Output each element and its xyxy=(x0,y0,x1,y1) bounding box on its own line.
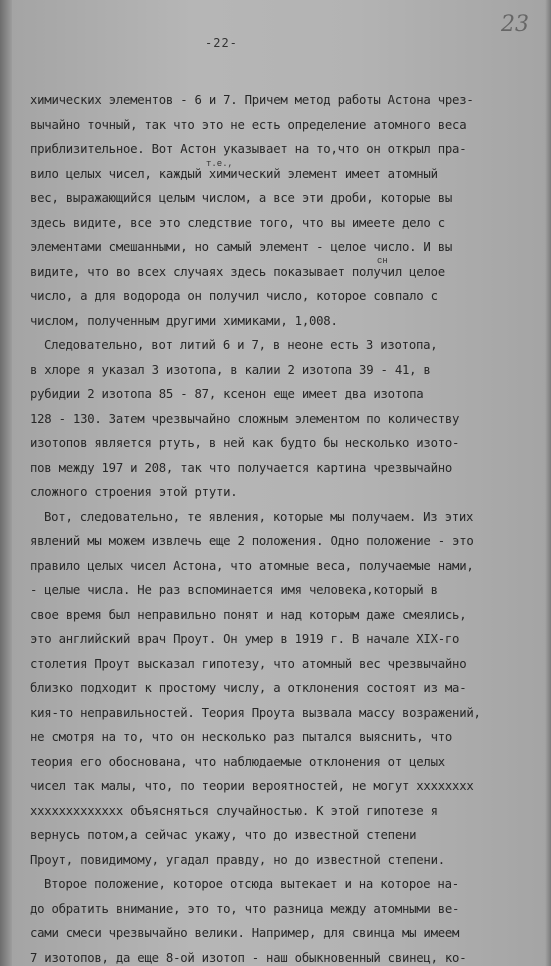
text-line: сложного строения этой ртути. xyxy=(30,485,238,499)
text-line: 128 - 130. Затем чрезвычайно сложным элементом по количеству xyxy=(30,411,460,426)
handwritten-folio-number: 23 xyxy=(501,12,529,37)
text-line: элементами смешанными, но самый элемент - целое число. И вы xyxy=(30,240,453,254)
text-line: правило целых чисел Астона, что атомные веса, получаемые нами, xyxy=(30,558,474,573)
interlinear-correction: сн xyxy=(377,256,388,266)
text-line: Проут, повидимому, угадал правду, но до известной степени. xyxy=(30,852,445,867)
text-line: не смотря на то, что он несколько раз пытался выяснить, что xyxy=(30,730,453,744)
text-line: числом, полученным другими химиками, 1,008. xyxy=(30,313,338,328)
text-line: это английский врач Проут. Он умер в 1919 г. В начале XIX-го xyxy=(30,632,460,646)
text-line: 7 изотопов, да еще 8-ой изотоп - наш обыкновенный свинец, ко- xyxy=(30,950,467,965)
text-line: чисел так малы, что, по теории вероятностей, не могут хххххххх xyxy=(30,779,474,793)
text-line: теория его обоснована, что наблюдаемые отклонения от целых xyxy=(30,754,445,769)
text-line: вес, выражающийся целым числом, а все эти дроби, которые вы xyxy=(30,191,453,205)
text-line: число, а для водорода он получил число, которое совпало с xyxy=(30,289,438,303)
text-line: Вот, следовательно, те явления, которые мы получаем. Из этих xyxy=(44,509,474,524)
typed-text-block xyxy=(30,88,535,966)
text-line: пов между 197 и 208, так что получается картина чрезвычайно xyxy=(30,460,453,475)
text-line: ххххххххххххх объясняться случайностью. К этой гипотезе я xyxy=(30,803,438,818)
text-line: здесь видите, все это следствие того, что вы имеете дело с xyxy=(30,215,445,230)
text-line: свое время был неправильно понят и над которым даже смеялись, xyxy=(30,607,467,622)
text-line: Следовательно, вот литий 6 и 7, в неоне есть 3 изотопа, xyxy=(44,338,438,352)
text-line: сами смеси чрезвычайно велики. Например, для свинца мы имеем xyxy=(30,926,460,940)
text-line: близко подходит к простому числу, а отклонения состоят из ма- xyxy=(30,681,467,695)
text-line: приблизительное. Вот Астон указывает на то,что он открыл пра- xyxy=(30,142,467,156)
text-line: изотопов является ртуть, в ней как будто бы несколько изото- xyxy=(30,436,460,450)
text-line: вило целых чисел, каждый химический элемент имеет атомный xyxy=(30,166,438,181)
text-line: явлений мы можем извлечь еще 2 положения. Одно положение - это xyxy=(30,534,474,548)
interlinear-correction: т.е., xyxy=(206,159,234,169)
text-line: Второе положение, которое отсюда вытекает и на которое на- xyxy=(44,877,459,891)
text-line: рубидии 2 изотопа 85 - 87, ксенон еще имеет два изотопа xyxy=(30,387,424,401)
page-number: -22- xyxy=(205,36,238,50)
text-line: кия-то неправильностей. Теория Проута вызвала массу возражений, xyxy=(30,705,481,720)
text-line: до обратить внимание, это то, что разница между атомными ве- xyxy=(30,901,460,916)
text-line: видите, что во всех случаях здесь показывает получил целое xyxy=(30,264,445,279)
text-line: в хлоре я указал 3 изотопа, в калии 2 изотопа 39 - 41, в xyxy=(30,362,431,377)
text-line: - целые числа. Не раз вспоминается имя человека,который в xyxy=(30,583,438,597)
text-line: химических элементов - 6 и 7. Причем метод работы Астона чрез- xyxy=(30,93,474,107)
text-line: вычайно точный, так что это не есть определение атомного веса xyxy=(30,117,467,132)
text-line: вернусь потом,а сейчас укажу, что до известной степени xyxy=(30,828,417,842)
text-line: столетия Проут высказал гипотезу, что атомный вес чрезвычайно xyxy=(30,656,467,671)
